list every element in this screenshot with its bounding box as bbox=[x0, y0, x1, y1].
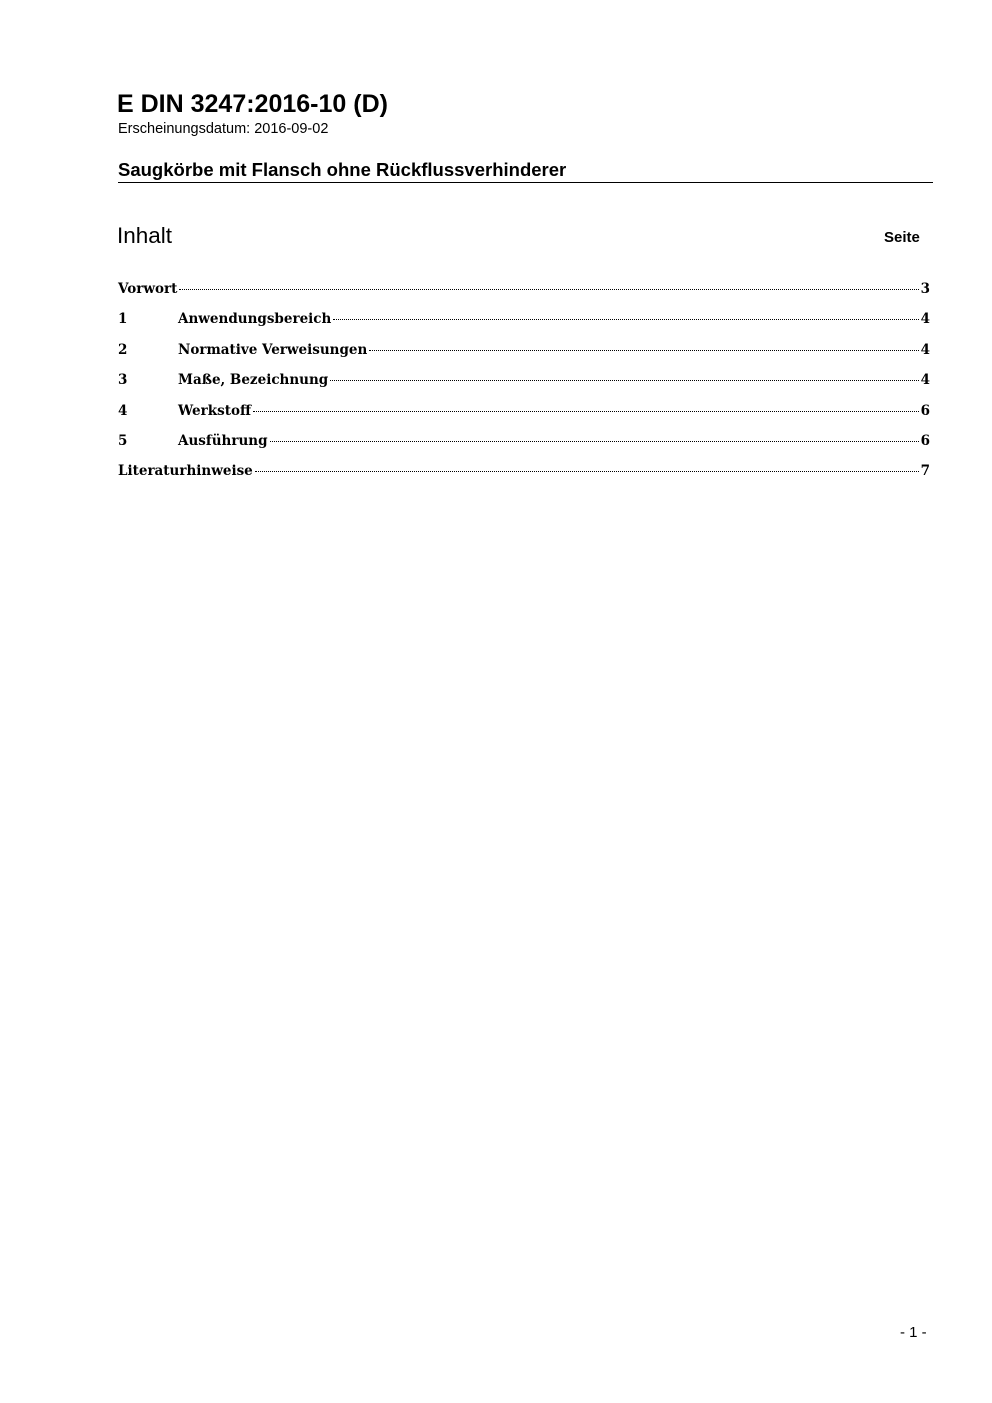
toc-entry-title: Vorwort bbox=[118, 281, 178, 297]
toc-entry-page: 4 bbox=[920, 341, 930, 358]
toc-dot-leader bbox=[255, 471, 919, 472]
toc-entry-page: 3 bbox=[920, 281, 930, 297]
toc-entry-title: Maße, Bezeichnung bbox=[178, 372, 329, 389]
toc-entry-title: Werkstoff bbox=[178, 402, 252, 419]
toc-entry-page: 4 bbox=[920, 372, 930, 389]
toc-dot-leader bbox=[253, 411, 919, 412]
toc-dot-leader bbox=[330, 380, 918, 381]
toc-page-column-label: Seite bbox=[884, 229, 920, 246]
toc-entry-title: Anwendungsbereich bbox=[178, 311, 332, 328]
toc-entry-normative-verweisungen[interactable] bbox=[118, 341, 930, 371]
toc-entry-ausfuehrung[interactable] bbox=[118, 432, 930, 462]
document-title: E DIN 3247:2016-10 (D) bbox=[117, 90, 388, 118]
document-subject: Saugkörbe mit Flansch ohne Rückflussverhinderer bbox=[118, 159, 933, 183]
toc-entry-number: 2 bbox=[118, 341, 128, 358]
toc-entry-vorwort[interactable] bbox=[118, 280, 930, 310]
toc-entry-title: Ausführung bbox=[178, 432, 268, 449]
page-number: - 1 - bbox=[900, 1324, 927, 1341]
toc-entry-number: 1 bbox=[118, 311, 128, 328]
toc-dot-leader bbox=[369, 350, 918, 351]
toc-entry-number: 4 bbox=[118, 402, 128, 419]
toc-entry-anwendungsbereich[interactable] bbox=[118, 310, 930, 340]
toc-entry-masse-bezeichnung[interactable] bbox=[118, 371, 930, 401]
toc-entry-number: 5 bbox=[118, 432, 128, 449]
toc-entry-werkstoff[interactable] bbox=[118, 402, 930, 432]
toc-dot-leader bbox=[179, 289, 918, 290]
toc-entry-title: Literaturhinweise bbox=[118, 463, 253, 480]
toc-entry-literaturhinweise[interactable] bbox=[118, 462, 930, 492]
toc-dot-leader bbox=[333, 319, 918, 320]
toc-heading: Inhalt bbox=[117, 223, 173, 248]
toc-entry-page: 6 bbox=[920, 432, 930, 449]
toc-entry-page: 7 bbox=[920, 463, 930, 480]
publication-date: Erscheinungsdatum: 2016-09-02 bbox=[118, 121, 329, 137]
toc-entry-number: 3 bbox=[118, 372, 128, 389]
toc-entry-page: 6 bbox=[920, 402, 930, 419]
toc-dot-leader bbox=[270, 441, 919, 442]
toc-entry-title: Normative Verweisungen bbox=[178, 341, 368, 358]
table-of-contents bbox=[118, 280, 930, 493]
toc-entry-page: 4 bbox=[920, 311, 930, 328]
